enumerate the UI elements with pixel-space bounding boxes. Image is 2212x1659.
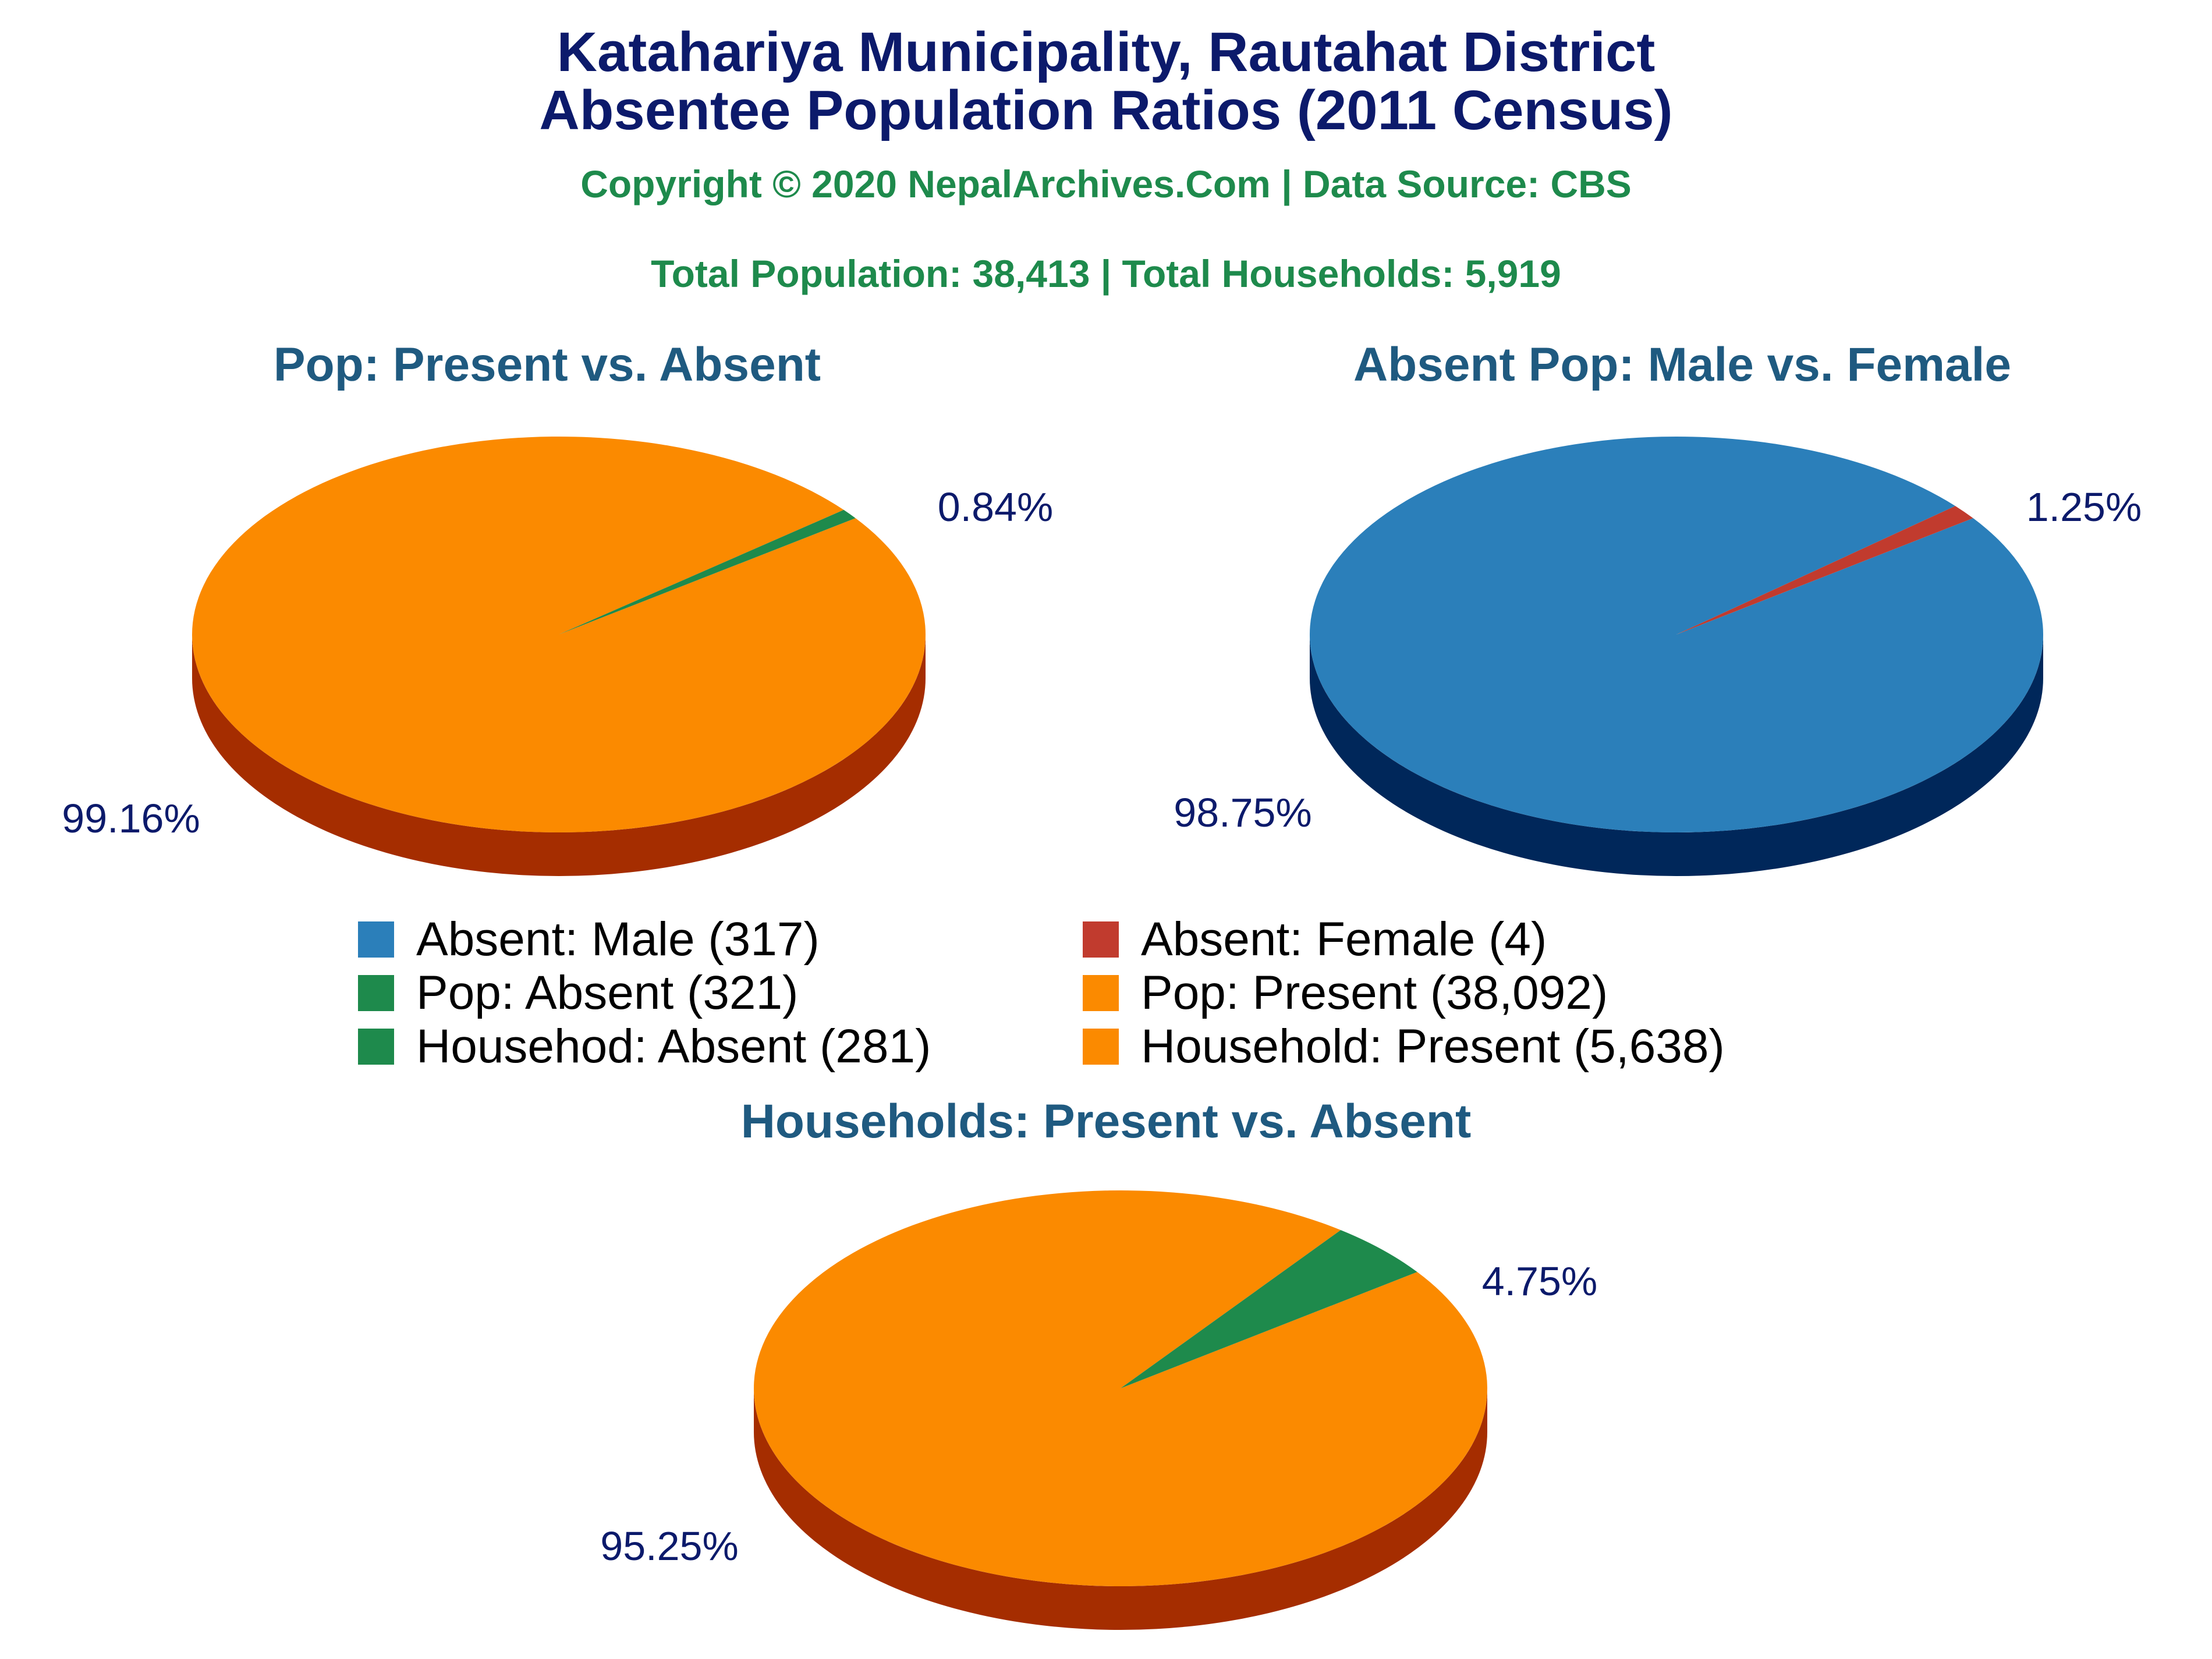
legend-row <box>358 913 1871 966</box>
copyright-text: Copyright © 2020 NepalArchives.Com | Data Source: CBS <box>580 162 1632 205</box>
legend-row <box>358 966 1871 1020</box>
totals-text: Total Population: 38,413 | Total Households: 5,919 <box>651 252 1561 295</box>
pie-slice-large <box>192 437 926 832</box>
legend-item-pop-absent <box>358 966 1083 1020</box>
pie-title-absent-gender: Absent Pop: Male vs. Female <box>1353 338 2012 391</box>
pie-label-small: 1.25% <box>2026 484 2142 530</box>
legend-swatch <box>1083 975 1119 1011</box>
legend <box>358 913 1871 1073</box>
legend-swatch <box>1083 921 1119 958</box>
legend-item-absent-female <box>1083 912 1839 967</box>
pie-label-large: 98.75% <box>1174 790 1312 835</box>
pie-label-large: 95.25% <box>600 1523 739 1569</box>
legend-label: Absent: Female (4) <box>1141 913 1547 966</box>
legend-item-pop-present <box>1083 966 1839 1020</box>
legend-label: Pop: Present (38,092) <box>1141 966 1608 1019</box>
legend-swatch <box>358 1029 394 1065</box>
legend-swatch <box>1083 1029 1119 1065</box>
pie-label-large: 99.16% <box>62 796 200 841</box>
pie-title-population: Pop: Present vs. Absent <box>273 338 821 391</box>
legend-swatch <box>358 975 394 1011</box>
legend-item-household-present <box>1083 1019 1839 1074</box>
legend-item-household-absent <box>358 1019 1083 1074</box>
pie-title-households: Households: Present vs. Absent <box>740 1095 1472 1148</box>
pie-label-small: 0.84% <box>937 484 1054 530</box>
legend-label: Pop: Absent (321) <box>416 966 799 1019</box>
pie-label-small: 4.75% <box>1481 1259 1598 1304</box>
legend-swatch <box>358 921 394 958</box>
legend-label: Absent: Male (317) <box>416 913 820 966</box>
legend-label: Household: Present (5,638) <box>1141 1020 1725 1073</box>
legend-item-absent-male <box>358 912 1083 967</box>
pie-slice-large <box>1310 437 2043 832</box>
legend-label: Househod: Absent (281) <box>416 1020 931 1073</box>
chart-title: Katahariya Municipality, Rautahat District <box>556 21 1656 83</box>
chart-subtitle: Absentee Population Ratios (2011 Census) <box>539 79 1673 141</box>
legend-row <box>358 1020 1871 1073</box>
